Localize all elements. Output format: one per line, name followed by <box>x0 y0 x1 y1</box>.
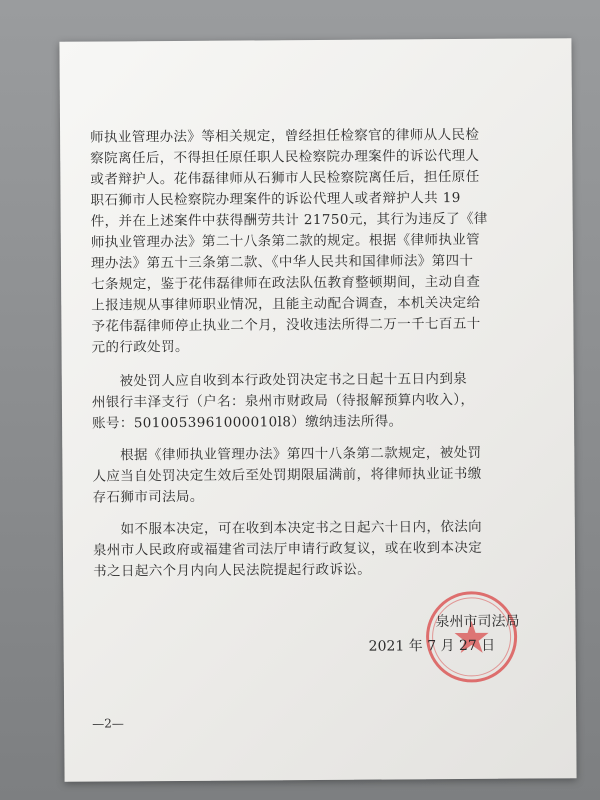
issuer-name: 泉州市司法局 <box>435 613 520 631</box>
text-line: 七条规定，鉴于花伟磊律师在政法队伍教育整顿期间，主动自查 <box>91 273 481 293</box>
text-line: 如不服本决定，可在收到本决定书之日起六十日内，依法向 <box>92 518 483 538</box>
text-line: 理办法》第五十三条第二款、《中华人民共和国律师法》第四十 <box>90 252 474 272</box>
page-number: —2— <box>92 716 124 731</box>
text-line: 账号：5010053961000010l8）缴纳违法所得。 <box>92 413 403 432</box>
text-line: 予花伟磊律师停止执业二个月，没收违法所得二万一千七百五十 <box>91 315 481 335</box>
text-line: 元的行政处罚。 <box>91 338 189 356</box>
text-line: 师执业管理办法》等相关规定，曾经担任检察官的律师从人民检 <box>90 126 480 146</box>
text-line: 根据《律师执业管理办法》第四十八条第二款规定，被处罚 <box>92 444 482 464</box>
text-line: 书之日起六个月内向人民法院提起行政诉讼。 <box>93 561 372 580</box>
text-line: 师执业管理办法》第二十八条第二款的规定。根据《律师执业管 <box>90 231 481 251</box>
text-line: 或者辩护人。花伟磊律师从石狮市人民检察院离任后，担任原任 <box>90 168 480 188</box>
text-line: 存石狮市司法局。 <box>92 488 204 506</box>
text-line: 件，并在上述案件中获得酬劳共计 21750元，其行为违反了《律 <box>90 210 488 230</box>
text-line: 察院离任后，不得担任原任职人民检察院办理案件的诉讼代理人 <box>90 147 480 167</box>
text-line: 上报违规从事律师职业情况，且能主动配合调查，本机关决定给 <box>91 294 481 314</box>
text-line: 泉州市人民政府或福建省司法厅申请行政复议，或在收到本决定 <box>92 539 483 559</box>
text-line: 人应当自处罚决定生效后至处罚期限届满前，将律师执业证书缴 <box>92 465 482 485</box>
text-line: 被处罚人应自收到本行政处罚决定书之日起十五日内到泉 <box>91 370 468 390</box>
document-page <box>59 38 576 782</box>
text-line: 州银行丰泽支行（户名：泉州市财政局（待报解预算内收入）， <box>91 391 475 411</box>
issue-date: 2021 年 7 月 27 日 <box>368 637 496 655</box>
text-line: 职石狮市人民检察院办理案件的诉讼代理人或者辩护人共 19 <box>90 189 461 209</box>
